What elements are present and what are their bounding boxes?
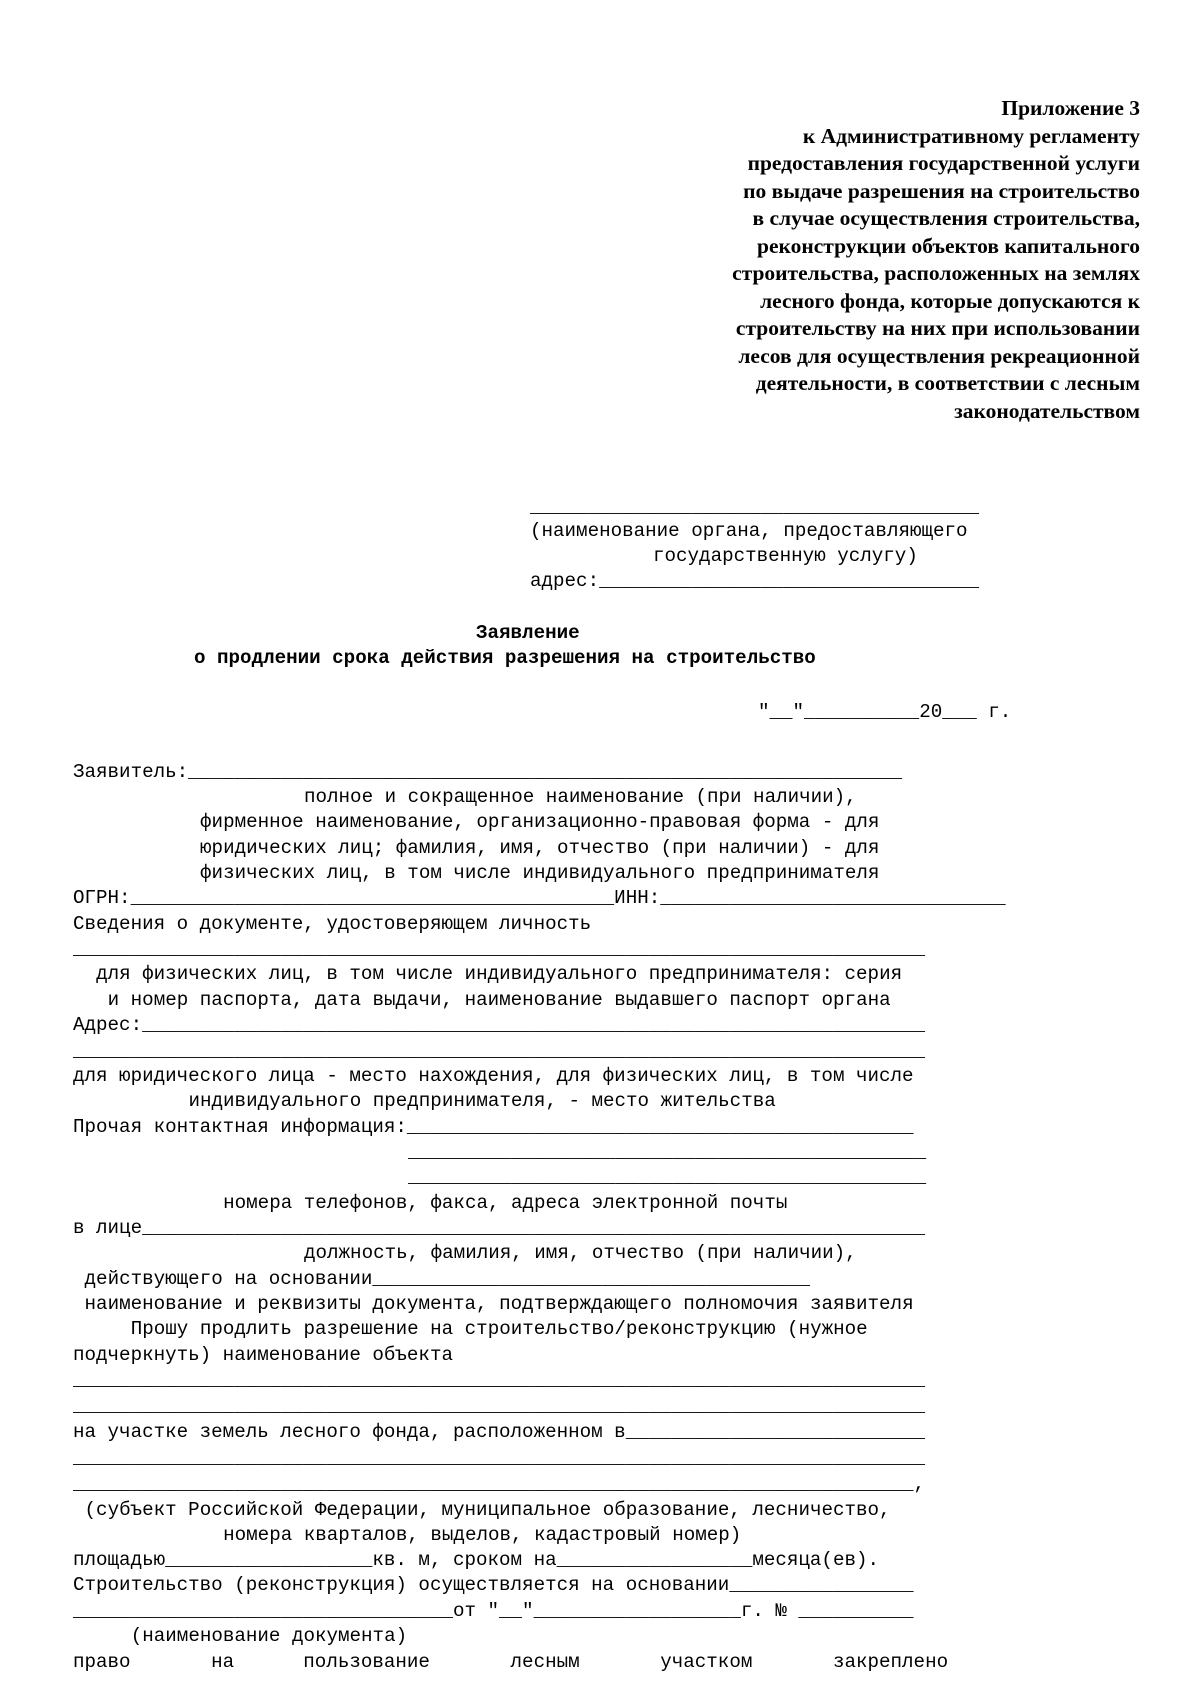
addressee-note-line1: (наименование органа, предоставляющего (530, 520, 968, 542)
form-line: _____________________________________________ (407, 1141, 927, 1163)
form-line: право на пользование лесным участком закреплено (73, 1651, 949, 1673)
form-line: наименование и реквизиты документа, подтверждающего полномочия заявителя (84, 1293, 914, 1315)
form-line: ОГРН:__________________________________________ИНН:______________________________ (73, 887, 1006, 909)
form-line: _________________________________________________________________________, (73, 1473, 926, 1495)
form-line: юридических лиц; фамилия, имя, отчество (при наличии) - для (200, 837, 880, 859)
form-line: __________________________________________________________________________ (73, 1369, 926, 1391)
appendix-line: предоставления государственной услуги (747, 151, 1140, 175)
form-line: для юридического лица - место нахождения, для физических лиц, в том числе (73, 1065, 914, 1087)
form-line: площадью__________________кв. м, сроком на_________________месяца(ев). (73, 1549, 880, 1571)
appendix-line: в случае осуществления строительства, (752, 206, 1140, 230)
appendix-line: Приложение 3 (1001, 96, 1140, 120)
addressee-address-line: адрес:_________________________________ (530, 570, 980, 592)
form-line: (наименование документа) (130, 1625, 408, 1647)
form-line: Сведения о документе, удостоверяющем личность (73, 913, 592, 935)
form-line: номера кварталов, выделов, кадастровый номер) (223, 1524, 742, 1546)
form-line: в лице____________________________________________________________________ (73, 1217, 926, 1239)
appendix-line: по выдаче разрешения на строительство (743, 178, 1140, 203)
form-line: Адрес:____________________________________________________________________ (73, 1014, 926, 1036)
addressee-note-line2: государственную услугу) (653, 545, 918, 567)
appendix-line: законодательством (954, 398, 1140, 423)
form-line: и номер паспорта, дата выдачи, наименование выдавшего паспорт органа (107, 989, 891, 1011)
form-line: __________________________________________________________________________ (73, 938, 926, 960)
form-line: индивидуального предпринимателя, - место жительства (188, 1090, 776, 1112)
document-subtitle: о продлении срока действия разрешения на строительство (194, 647, 816, 669)
date-line: "__"__________20___ г. (758, 701, 1012, 723)
form-line: Прочая контактная информация:____________________________________________ (73, 1116, 914, 1138)
form-line: __________________________________________________________________________ (73, 1040, 926, 1062)
appendix-header (560, 95, 1140, 425)
appendix-line: деятельности, в соответствии с лесным (755, 371, 1140, 395)
appendix-line: лесного фонда, которые допускаются к (760, 288, 1140, 313)
form-line: Прошу продлить разрешение на строительство/реконструкцию (нужное (130, 1318, 868, 1340)
form-line: полное и сокращенное наименование (при наличии), (304, 786, 857, 808)
form-line: действующего на основании______________________________________ (84, 1268, 810, 1290)
appendix-line: лесов для осуществления рекреационной (738, 343, 1140, 368)
form-line: фирменное наименование, организационно-правовая форма - для (200, 811, 880, 833)
addressee-blank-line: _______________________________________ (530, 496, 980, 518)
form-line: для физических лиц, в том числе индивидуального предпринимателя: серия (96, 963, 903, 985)
appendix-line: к Административному регламенту (802, 123, 1140, 148)
form-line: физических лиц, в том числе индивидуального предпринимателя (200, 862, 880, 884)
form-line: (субъект Российской Федерации, муниципальное образование, лесничество, (84, 1499, 891, 1521)
form-line: номера телефонов, факса, адреса электронной почты (223, 1192, 788, 1214)
form-line: Строительство (реконструкция) осуществляется на основании________________ (73, 1574, 914, 1596)
form-line: Заявитель:______________________________________________________________ (73, 761, 903, 783)
form-line: должность, фамилия, имя, отчество (при наличии), (304, 1242, 857, 1264)
form-line: __________________________________________________________________________ (73, 1395, 926, 1417)
appendix-line: реконструкции объектов капитального (757, 233, 1140, 258)
document-title: Заявление (476, 622, 580, 644)
form-line: на участке земель лесного фонда, расположенном в__________________________ (73, 1421, 926, 1443)
form-line: __________________________________________________________________________ (73, 1447, 926, 1469)
form-line: подчеркнуть) наименование объекта (73, 1344, 453, 1366)
appendix-line: строительства, расположенных на землях (732, 261, 1140, 285)
form-line: _____________________________________________ (407, 1166, 927, 1188)
appendix-line: строительству на них при использовании (735, 316, 1140, 340)
form-line: _________________________________от "__"__________________г. № __________ (73, 1600, 914, 1622)
